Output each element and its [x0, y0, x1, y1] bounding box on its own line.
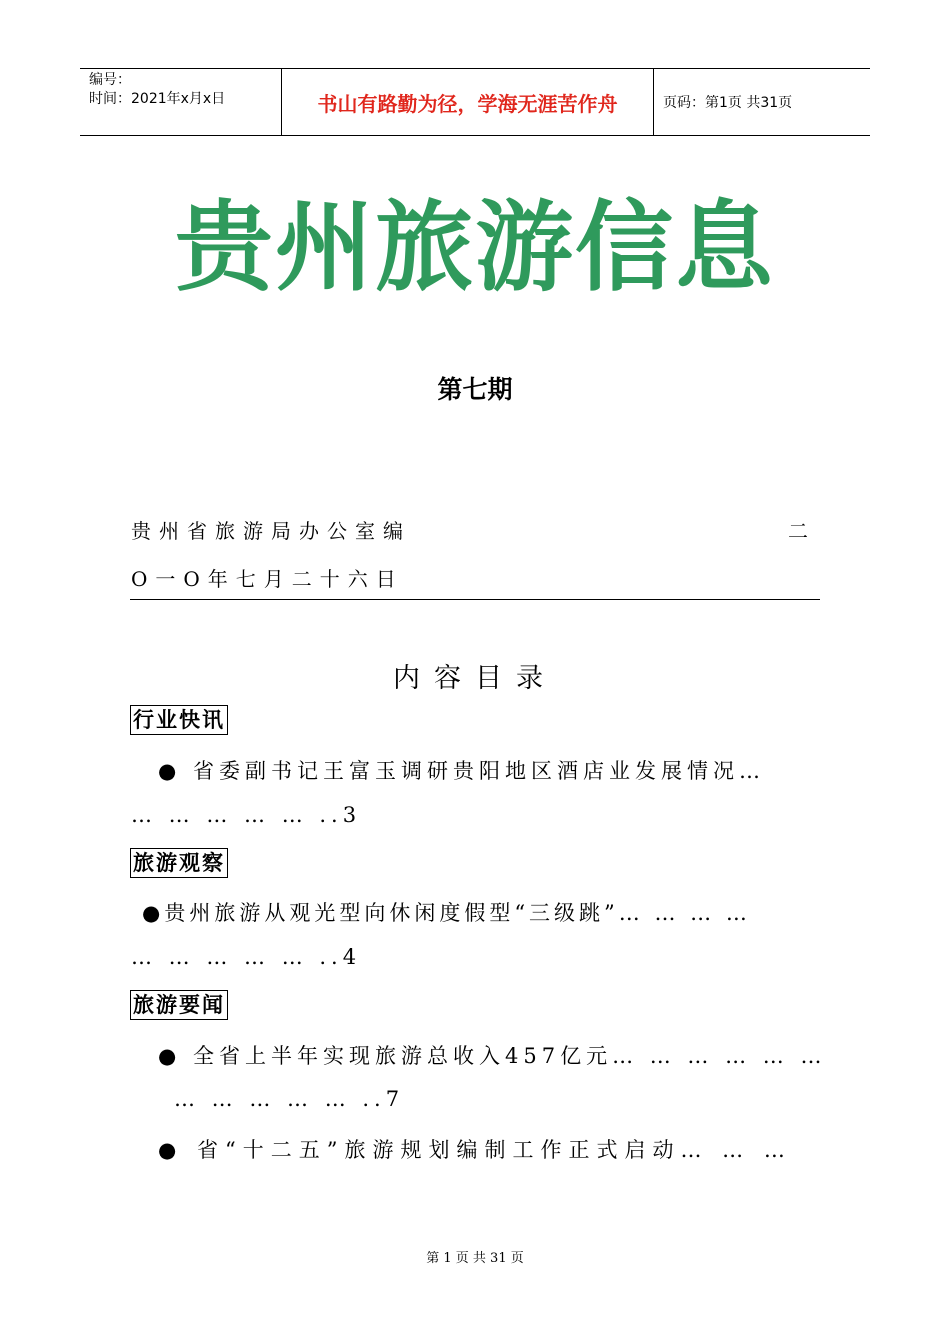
page-footer: 第 1 页 共 31 页 [426, 1251, 524, 1266]
toc-entry-line[interactable]: ● 全省上半年实现旅游总收入457亿元… … … … … … [158, 1044, 827, 1068]
document-title: 贵州旅游信息 [174, 191, 775, 305]
toc-entry-line[interactable]: … … … … … ..7 [174, 1087, 405, 1111]
section-label-tourism-news: 旅游要闻 [130, 990, 228, 1020]
number-label: 编号： [89, 72, 131, 88]
toc-entry-line[interactable]: … … … … … ..3 [131, 803, 362, 827]
section-label-industry-news: 行业快讯 [130, 705, 228, 735]
section-label-tourism-observation: 旅游观察 [130, 848, 228, 878]
toc-title: 内容目录 [393, 663, 557, 694]
toc-entry-line[interactable]: ● 省“十二五”旅游规划编制工作正式启动… … … [158, 1138, 792, 1162]
header-meta [80, 69, 282, 135]
header-motto: 书山有路勤为径，学海无涯苦作舟 [282, 69, 654, 135]
editor-line [131, 515, 816, 544]
toc-entry-line[interactable]: ● 省委副书记王富玉调研贵阳地区酒店业发展情况… [158, 759, 765, 783]
issue-number: 第七期 [437, 375, 513, 404]
document-header [80, 68, 870, 136]
editor-date-start: 二 [788, 519, 816, 543]
toc-entry-line[interactable]: ●贵州旅游从观光型向休闲度假型“三级跳”… … … … [142, 901, 751, 925]
editor-name: 贵州省旅游局办公室编 [131, 519, 411, 543]
time-label: 时间：2021年x月x日 [89, 91, 226, 107]
toc-entry-line[interactable]: … … … … … ..4 [131, 945, 362, 969]
header-page-info: 页码：第1页 共31页 [663, 95, 793, 111]
divider [130, 599, 820, 600]
publish-date: O一O年七月二十六日 [131, 567, 404, 591]
